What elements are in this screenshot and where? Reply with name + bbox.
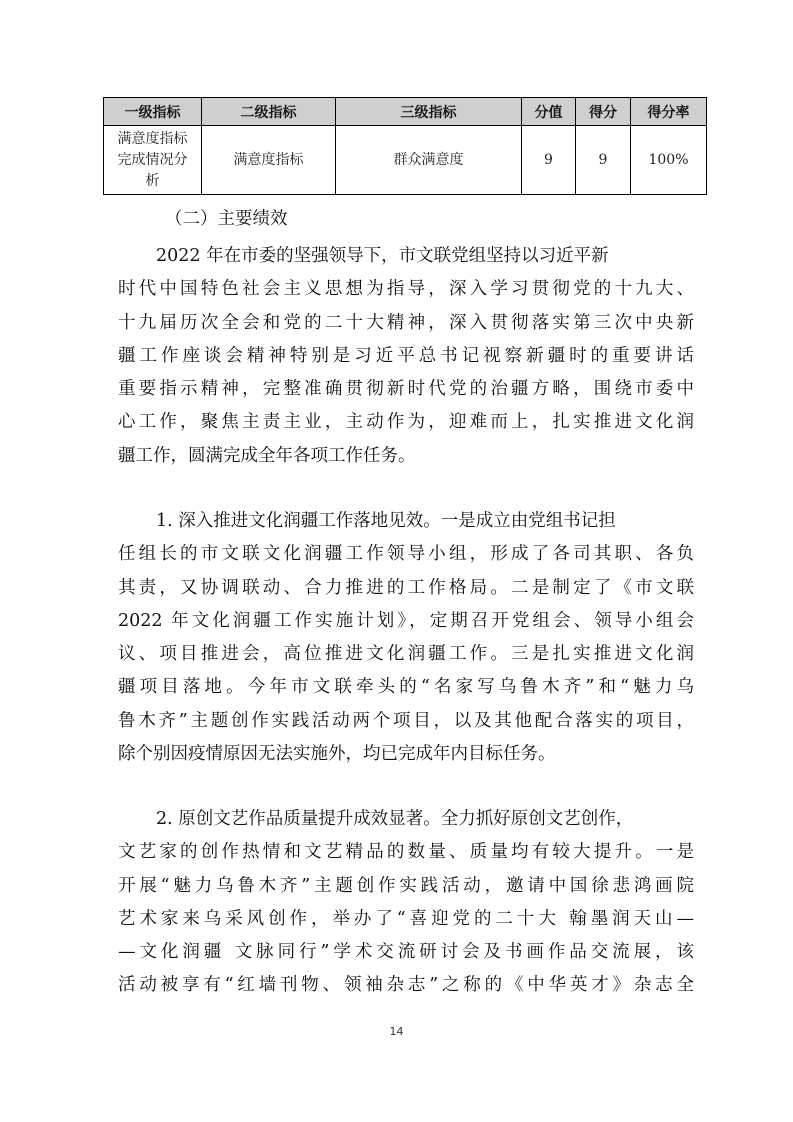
paragraph-line: 1. 深入推进文化润疆工作落地见效。一是成立由党组书记担 xyxy=(156,511,616,531)
paragraph-line: 2022 年文化润疆工作实施计划》，定期召开党组会、领导小组会 xyxy=(118,610,694,631)
cell-level1-indicator xyxy=(104,126,202,195)
cell-score-rate: 100% xyxy=(631,126,707,195)
paragraph-line: 艺术家来乌采风创作，举办了“喜迎党的二十大 翰墨润天山— xyxy=(118,908,694,929)
cell-level1-line: 析 xyxy=(145,172,160,189)
paragraph-line: 议、项目推进会，高位推进文化润疆工作。三是扎实推进文化润 xyxy=(118,644,694,665)
cell-level1-line: 满意度指标 xyxy=(117,130,188,147)
paragraph-line: 文艺家的创作热情和文艺精品的数量、质量均有较大提升。一是 xyxy=(118,842,694,863)
paragraph-line: 开展“魅力乌鲁木齐”主题创作实践活动，邀请中国徐悲鸿画院 xyxy=(118,875,694,896)
performance-indicator-table xyxy=(103,97,707,195)
paragraph-line: 活动被享有“红墙刊物、领袖杂志”之称的《中华英才》杂志全 xyxy=(118,975,694,996)
paragraph-line: 疆工作座谈会精神特别是习近平总书记视察新疆时的重要讲话 xyxy=(118,345,694,366)
header-score-rate: 得分率 xyxy=(631,98,707,126)
paragraph-line: 重要指示精神，完整准确贯彻新时代党的治疆方略，围绕市委中 xyxy=(118,379,694,400)
paragraph-item-2 xyxy=(118,803,694,1003)
paragraph-line: 除个别因疫情原因无法实施外，均已完成年内目标任务。 xyxy=(118,744,556,765)
paragraph-line: 疆项目落地。今年市文联牵头的“名家写乌鲁木齐”和“魅力乌 xyxy=(118,677,694,698)
paragraph-line: 时代中国特色社会主义思想为指导，深入学习贯彻党的十九大、 xyxy=(118,279,694,300)
cell-level2-indicator: 满意度指标 xyxy=(202,126,336,195)
cell-score-value: 9 xyxy=(522,126,576,195)
header-level1-indicator: 一级指标 xyxy=(104,98,202,126)
page-number: 14 xyxy=(389,1025,404,1038)
header-score: 得分 xyxy=(576,98,631,126)
paragraph-line: 任组长的市文联文化润疆工作领导小组，形成了各司其职、各负 xyxy=(118,544,694,565)
header-level2-indicator: 二级指标 xyxy=(202,98,336,126)
paragraph-line: 鲁木齐”主题创作实践活动两个项目，以及其他配合落实的项目， xyxy=(118,710,694,731)
paragraph-item-1 xyxy=(118,505,694,771)
header-level3-indicator: 三级指标 xyxy=(336,98,522,126)
cell-score: 9 xyxy=(576,126,631,195)
paragraph-line: 心工作，聚焦主责主业，主动作为，迎难而上，扎实推进文化润 xyxy=(118,412,694,433)
table-row xyxy=(104,126,707,195)
paragraph-line: —文化润疆 文脉同行”学术交流研讨会及书画作品交流展，该 xyxy=(118,942,694,963)
paragraph-line: 2022 年在市委的坚强领导下，市文联党组坚持以习近平新 xyxy=(156,246,609,266)
section-heading: （二）主要绩效 xyxy=(165,209,288,229)
paragraph-line: 2. 原创文艺作品质量提升成效显著。全力抓好原创文艺创作， xyxy=(156,809,634,829)
header-score-value: 分值 xyxy=(522,98,576,126)
cell-level1-line: 完成情况分 xyxy=(117,151,188,168)
paragraph-intro xyxy=(118,240,694,473)
paragraph-line: 十九届历次全会和党的二十大精神，深入贯彻落实第三次中央新 xyxy=(118,312,694,333)
paragraph-line: 疆工作，圆满完成全年各项工作任务。 xyxy=(118,445,416,466)
table-header-row xyxy=(104,98,707,126)
cell-level3-indicator: 群众满意度 xyxy=(336,126,522,195)
paragraph-line: 其责，又协调联动、合力推进的工作格局。二是制定了《市文联 xyxy=(118,577,694,598)
